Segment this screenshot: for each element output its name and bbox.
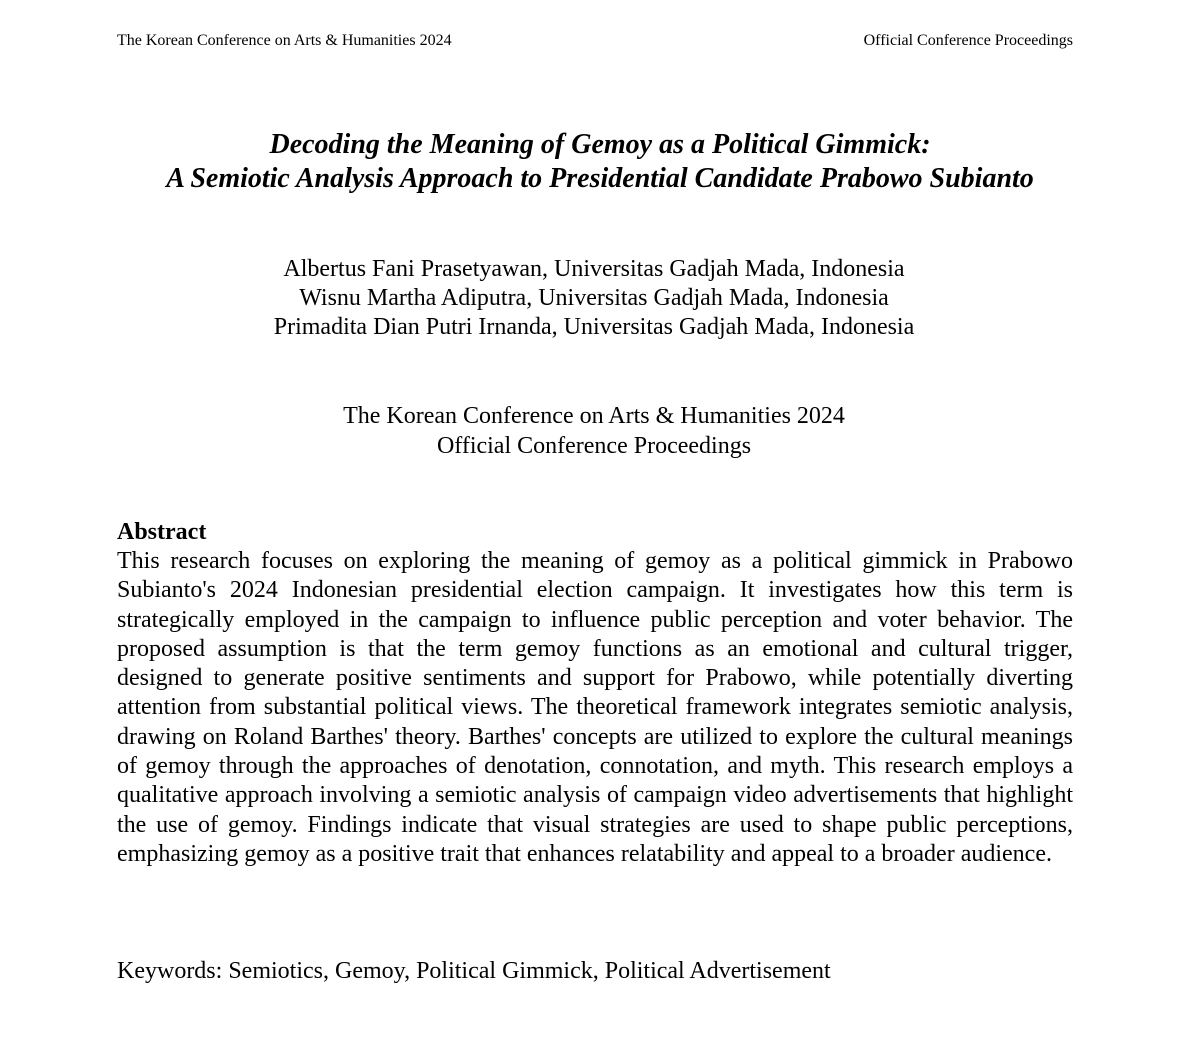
keywords: Keywords: Semiotics, Gemoy, Political Gimmick, Political Advertisement <box>117 958 831 984</box>
conference-name: The Korean Conference on Arts & Humanities 2024 <box>343 403 845 429</box>
author-1: Albertus Fani Prasetyawan, Universitas Gadjah Mada, Indonesia <box>283 256 905 282</box>
abstract-heading: Abstract <box>117 519 207 545</box>
abstract-text: This research focuses on exploring the meaning of gemoy as a political gimmick in Prabowo Subianto's 2024 Indonesian presidential election campaign. It investigates how this term is strategically employed in the campaign to influence public perception and voter behavior. The proposed assumption is that the term gemoy functions as an emotional and cultural trigger, designed to generate positive sentiments and support for Prabowo, while potentially diverting attention from substantial political views. The theoretical framework integrates semiotic analysis, drawing on Roland Barthes' theory. Barthes' concepts are utilized to explore the cultural meanings of gemoy through the approaches of denotation, connotation, and myth. This research employs a qualitative approach involving a semiotic analysis of campaign video advertisements that highlight the use of gemoy. Findings indicate that visual strategies are used to shape public perceptions, emphasizing gemoy as a positive trait that enhances relatability and appeal to a broader audience. <box>117 548 1073 867</box>
header-conference-name: The Korean Conference on Arts & Humanities 2024 <box>117 32 452 49</box>
running-header <box>117 31 1073 51</box>
paper-title <box>60 128 1140 196</box>
title-line-2: A Semiotic Analysis Approach to Presidential Candidate Prabowo Subianto <box>166 163 1034 194</box>
abstract-section <box>117 517 1073 869</box>
header-proceedings: Official Conference Proceedings <box>863 32 1073 49</box>
author-2: Wisnu Martha Adiputra, Universitas Gadjah Mada, Indonesia <box>299 285 889 311</box>
title-line-1: Decoding the Meaning of Gemoy as a Political Gimmick: <box>269 129 931 160</box>
conference-proceedings: Official Conference Proceedings <box>436 433 752 459</box>
author-3: Primadita Dian Putri Irnanda, Universitas Gadjah Mada, Indonesia <box>273 314 915 340</box>
author-list <box>100 255 1088 342</box>
conference-info <box>100 401 1088 461</box>
